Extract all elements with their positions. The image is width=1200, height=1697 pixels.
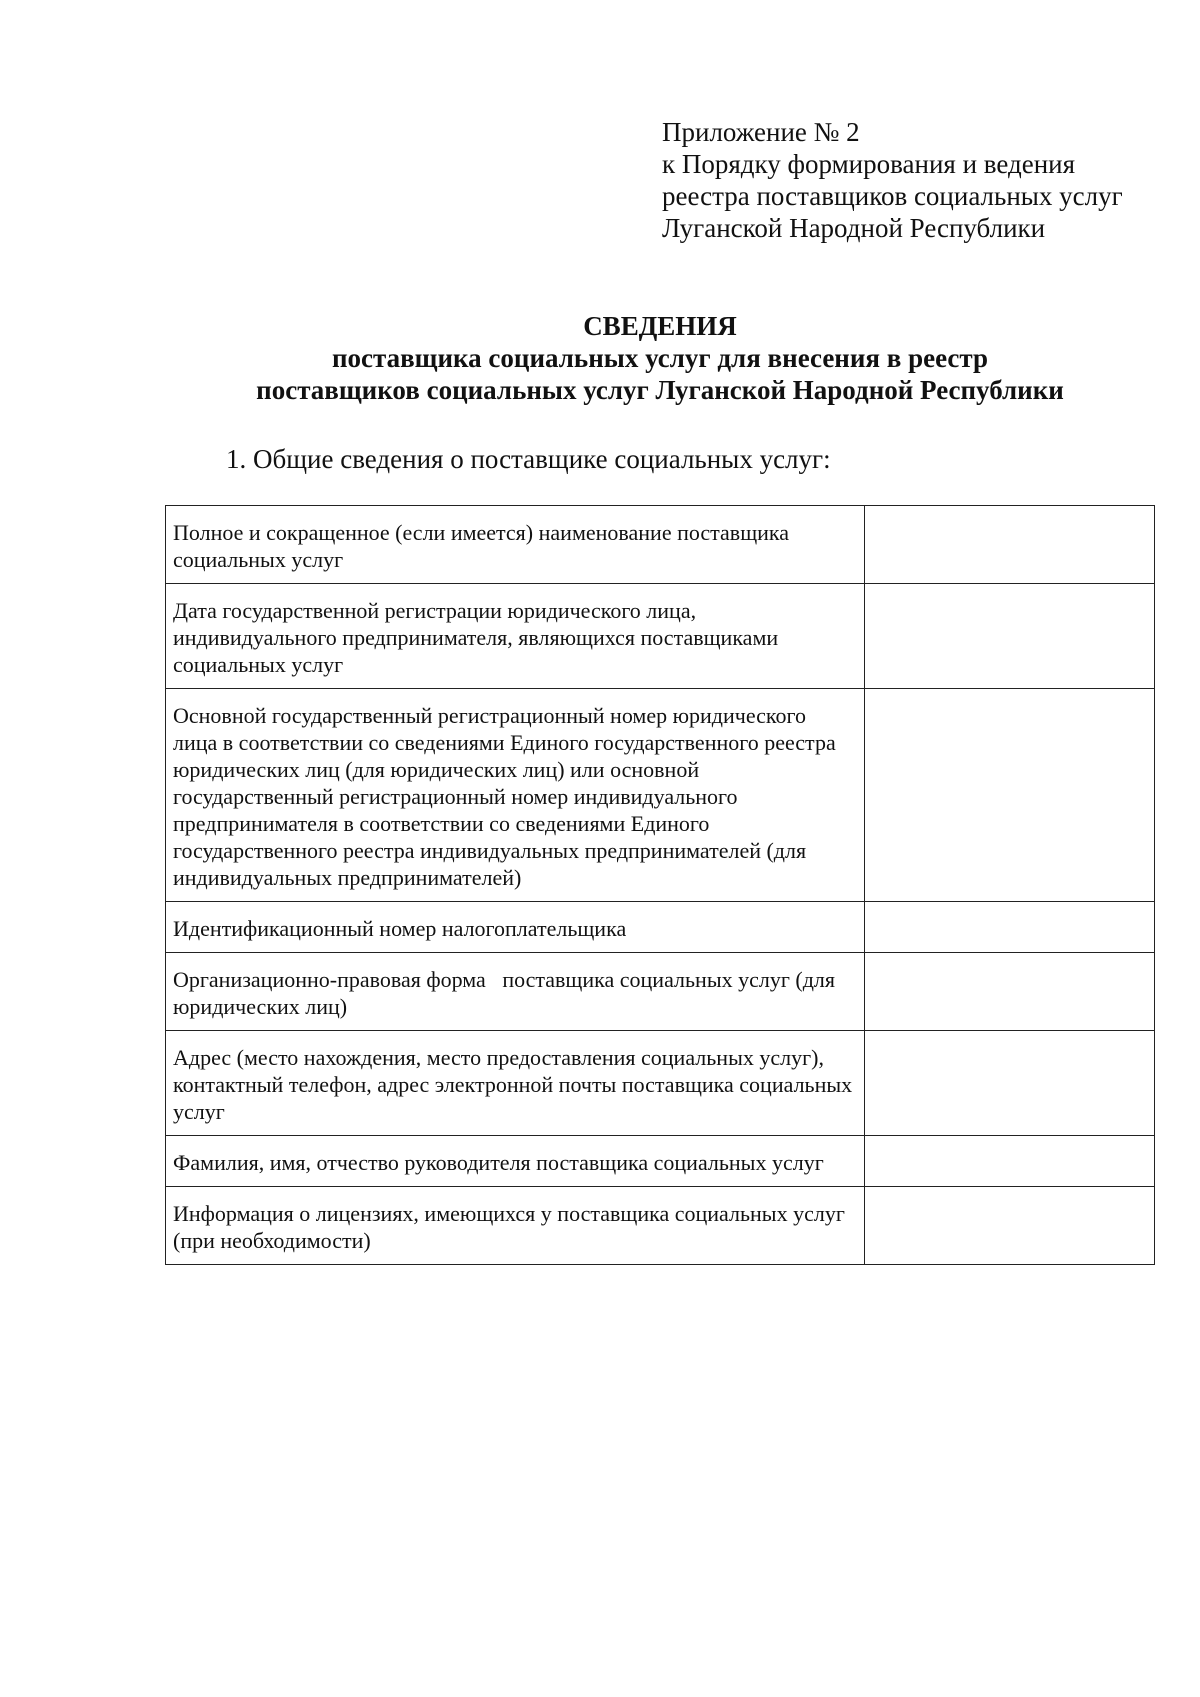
row-value — [865, 902, 1155, 953]
table-row — [166, 584, 1155, 689]
row-value — [865, 689, 1155, 902]
title-main: СВЕДЕНИЯ — [583, 311, 737, 341]
table-row — [166, 953, 1155, 1031]
appendix-line: к Порядку формирования и ведения — [662, 149, 1076, 179]
title-subtitle-line: поставщиков социальных услуг Луганской Народной Республики — [256, 375, 1064, 405]
appendix-line: реестра поставщиков социальных услуг — [662, 181, 1123, 211]
document-title — [130, 310, 1190, 406]
title-subtitle-line: поставщика социальных услуг для внесения в реестр — [331, 343, 989, 373]
appendix-line: Луганской Народной Республики — [662, 213, 1046, 243]
table-row — [166, 1187, 1155, 1265]
appendix-header — [662, 116, 1182, 244]
section-heading: 1. Общие сведения о поставщике социальных услуг: — [226, 444, 831, 474]
row-value — [865, 506, 1155, 584]
row-value — [865, 1187, 1155, 1265]
row-value — [865, 584, 1155, 689]
row-label: Информация о лицензиях, имеющихся у поставщика социальных услуг (при необходимости) — [166, 1187, 865, 1265]
row-label: Полное и сокращенное (если имеется) наименование поставщика социальных услуг — [166, 506, 865, 584]
row-label: Организационно-правовая форма поставщика социальных услуг (для юридических лиц) — [166, 953, 865, 1031]
row-label: Основной государственный регистрационный номер юридического лица в соответствии со сведениями Единого государственного реестра юридических лиц (для юридических лиц) или основной государственный регистрационный номер индивидуального предпринимателя в соответствии со сведениями Единого государственного реестра индивидуальных предпринимателей (для индивидуальных предпринимателей) — [166, 689, 865, 902]
row-label: Дата государственной регистрации юридического лица, индивидуального предпринимателя, являющихся поставщиками социальных услуг — [166, 584, 865, 689]
row-value — [865, 953, 1155, 1031]
provider-info-table — [165, 505, 1155, 1265]
table-row — [166, 689, 1155, 902]
row-value — [865, 1136, 1155, 1187]
table-row — [166, 1136, 1155, 1187]
row-label: Идентификационный номер налогоплательщика — [166, 902, 865, 953]
row-label: Адрес (место нахождения, место предоставления социальных услуг), контактный телефон, адрес электронной почты поставщика социальных услуг — [166, 1031, 865, 1136]
appendix-number: Приложение № 2 — [662, 117, 860, 147]
row-label: Фамилия, имя, отчество руководителя поставщика социальных услуг — [166, 1136, 865, 1187]
table-row — [166, 1031, 1155, 1136]
row-value — [865, 1031, 1155, 1136]
table-row — [166, 902, 1155, 953]
table-row — [166, 506, 1155, 584]
